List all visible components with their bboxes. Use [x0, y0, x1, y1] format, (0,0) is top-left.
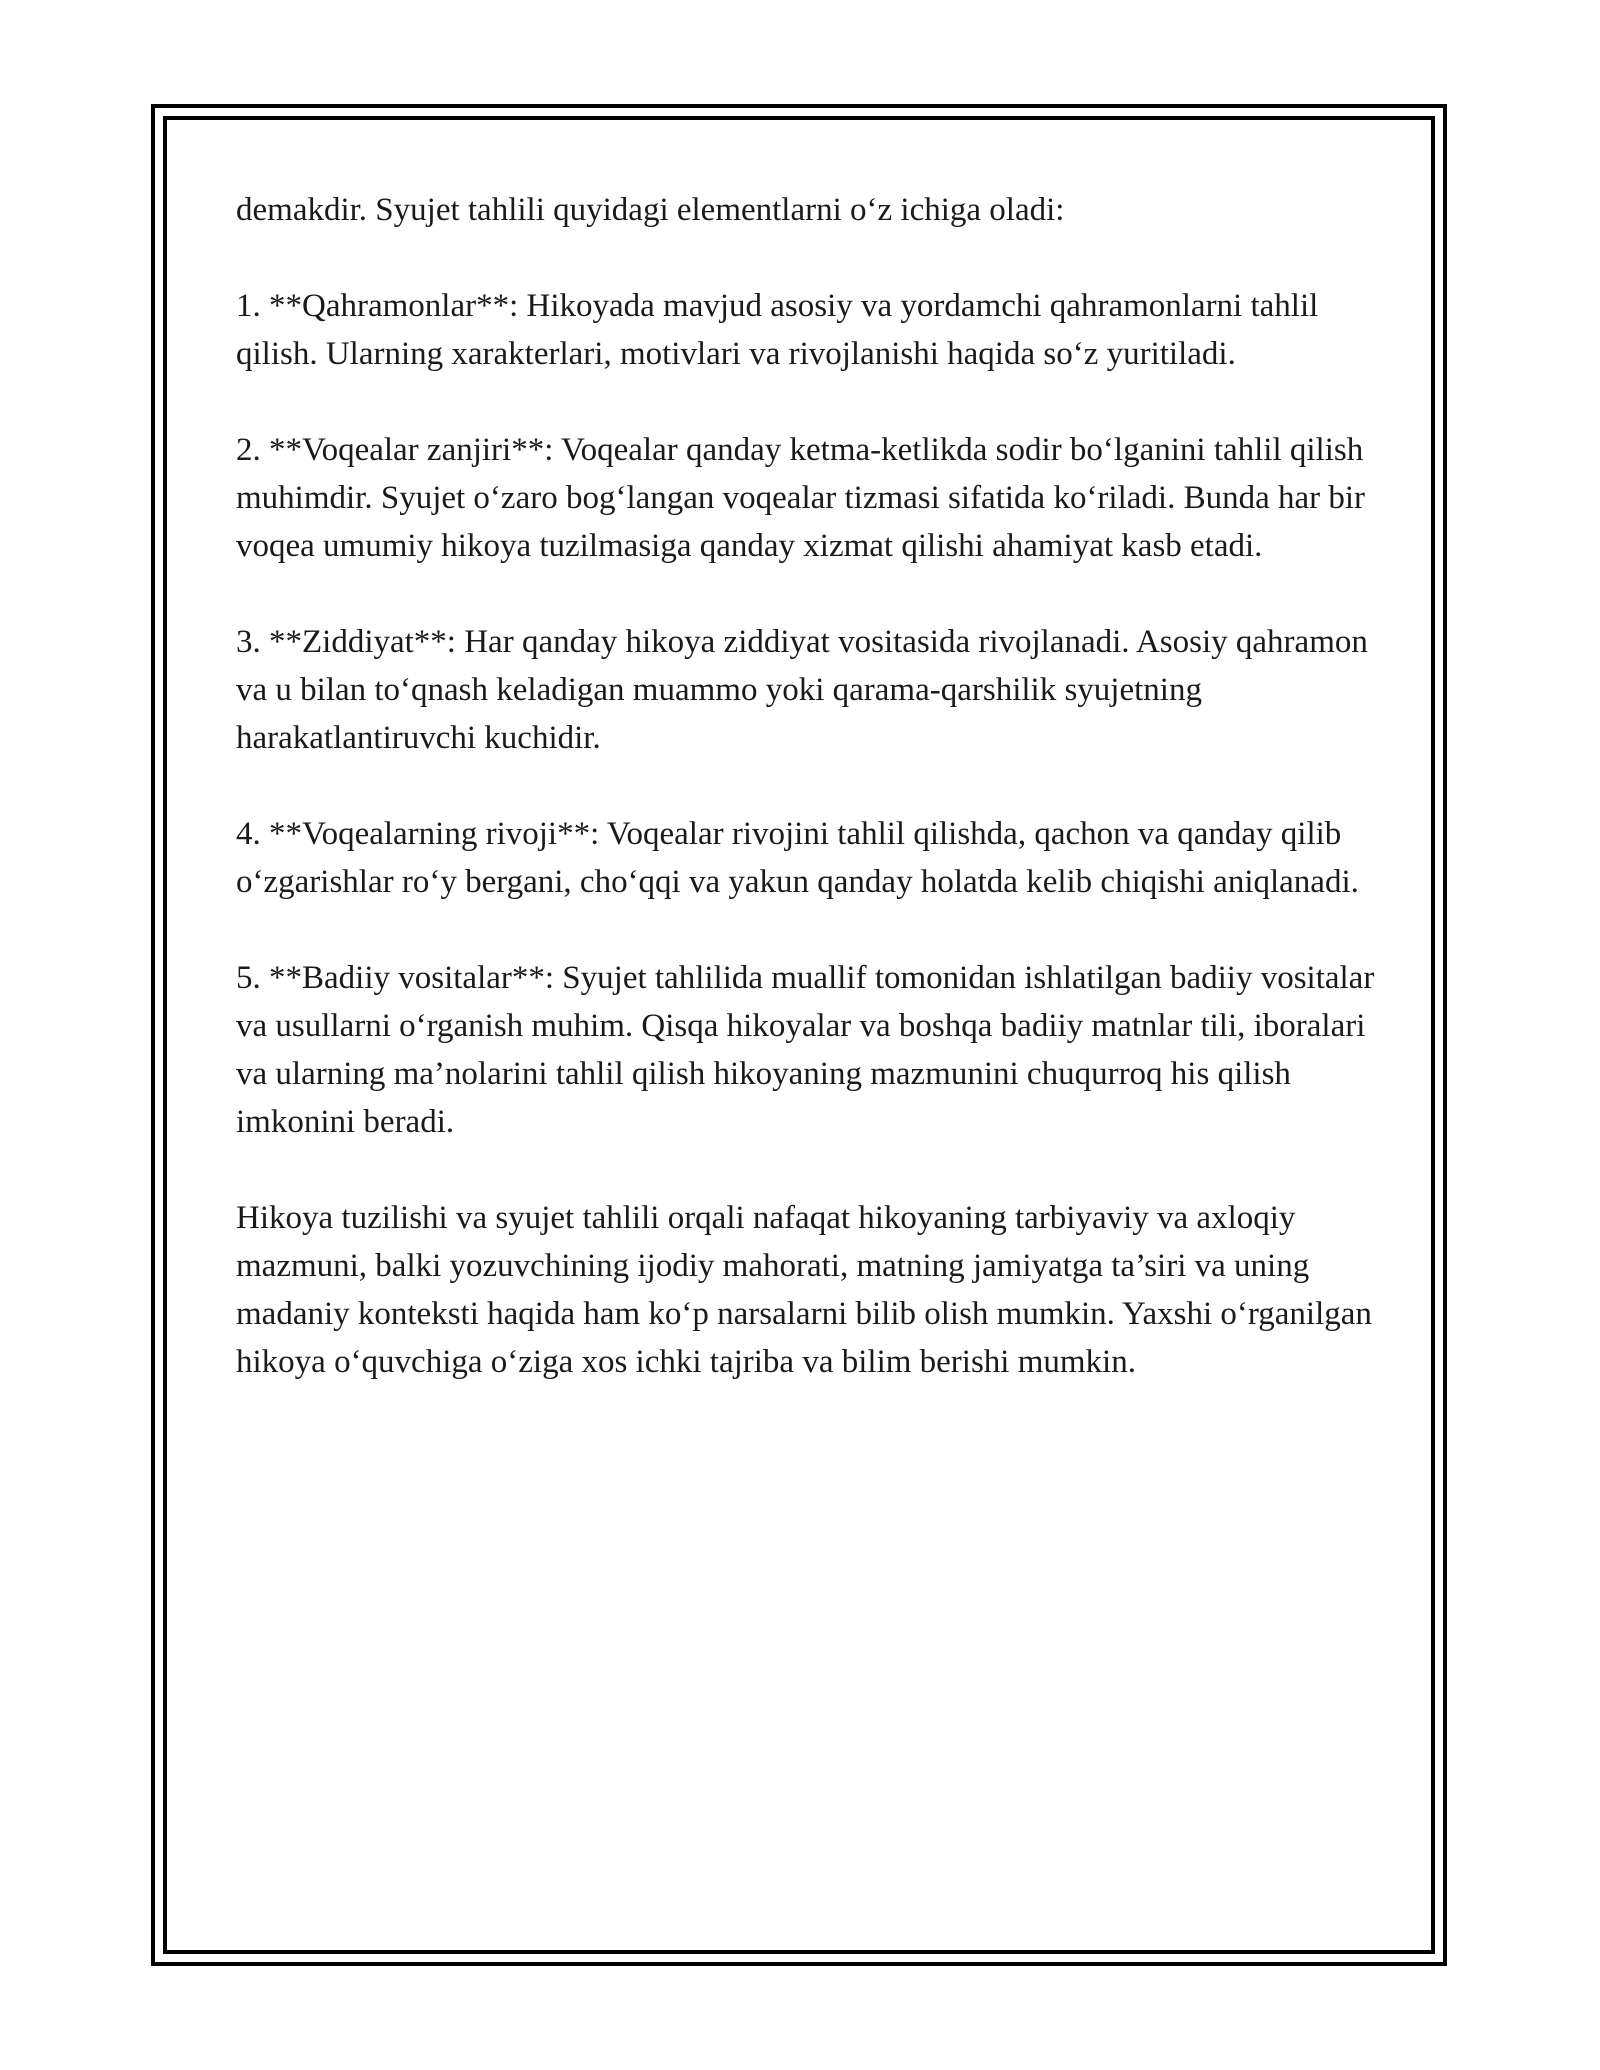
- list-item-badiiy-vositalar: 5. **Badiiy vositalar**: Syujet tahlilida muallif tomonidan ishlatilgan badiiy vositalar va usullarni o‘rganish muhim. Qisqa hikoyalar va boshqa badiiy matnlar tili, iboralari va ularning ma’nolarini tahlil qilish hikoyaning mazmunini chuqurroq his qilish imkonini beradi.: [236, 960, 1375, 1140]
- list-item-ziddiyat: 3. **Ziddiyat**: Har qanday hikoya ziddiyat vositasida rivojlanadi. Asosiy qahramon va u bilan to‘qnash keladigan muammo yoki qarama-qarshilik syujetning harakatlantiruvchi kuchidir.: [236, 624, 1368, 756]
- intro-line: demakdir. Syujet tahlili quyidagi elementlarni o‘z ichiga oladi:: [236, 192, 1065, 228]
- list-item-qahramonlar: 1. **Qahramonlar**: Hikoyada mavjud asosiy va yordamchi qahramonlarni tahlil qilish. Ularning xarakterlari, motivlari va rivojlanishi haqida so‘z yuritiladi.: [236, 288, 1319, 372]
- document-body: [236, 186, 1376, 1386]
- conclusion-paragraph: Hikoya tuzilishi va syujet tahlili orqali nafaqat hikoyaning tarbiyaviy va axloqiy mazmuni, balki yozuvchining ijodiy mahorati, matning jamiyatga ta’siri va uning madaniy konteksti haqida ham ko‘p narsalarni bilib olish mumkin. Yaxshi o‘rganilgan hikoya o‘quvchiga o‘ziga xos ichki tajriba va bilim berishi mumkin.: [236, 1200, 1372, 1380]
- list-item-voqealar-zanjiri: 2. **Voqealar zanjiri**: Voqealar qanday ketma-ketlikda sodir bo‘lganini tahlil qilish muhimdir. Syujet o‘zaro bog‘langan voqealar tizmasi sifatida ko‘riladi. Bunda har bir voqea umumiy hikoya tuzilmasiga qanday xizmat qilishi ahamiyat kasb etadi.: [236, 432, 1366, 564]
- list-item-voqealarning-rivoji: 4. **Voqealarning rivoji**: Voqealar rivojini tahlil qilishda, qachon va qanday qilib o‘zgarishlar ro‘y bergani, cho‘qqi va yakun qanday holatda kelib chiqishi aniqlanadi.: [236, 816, 1359, 900]
